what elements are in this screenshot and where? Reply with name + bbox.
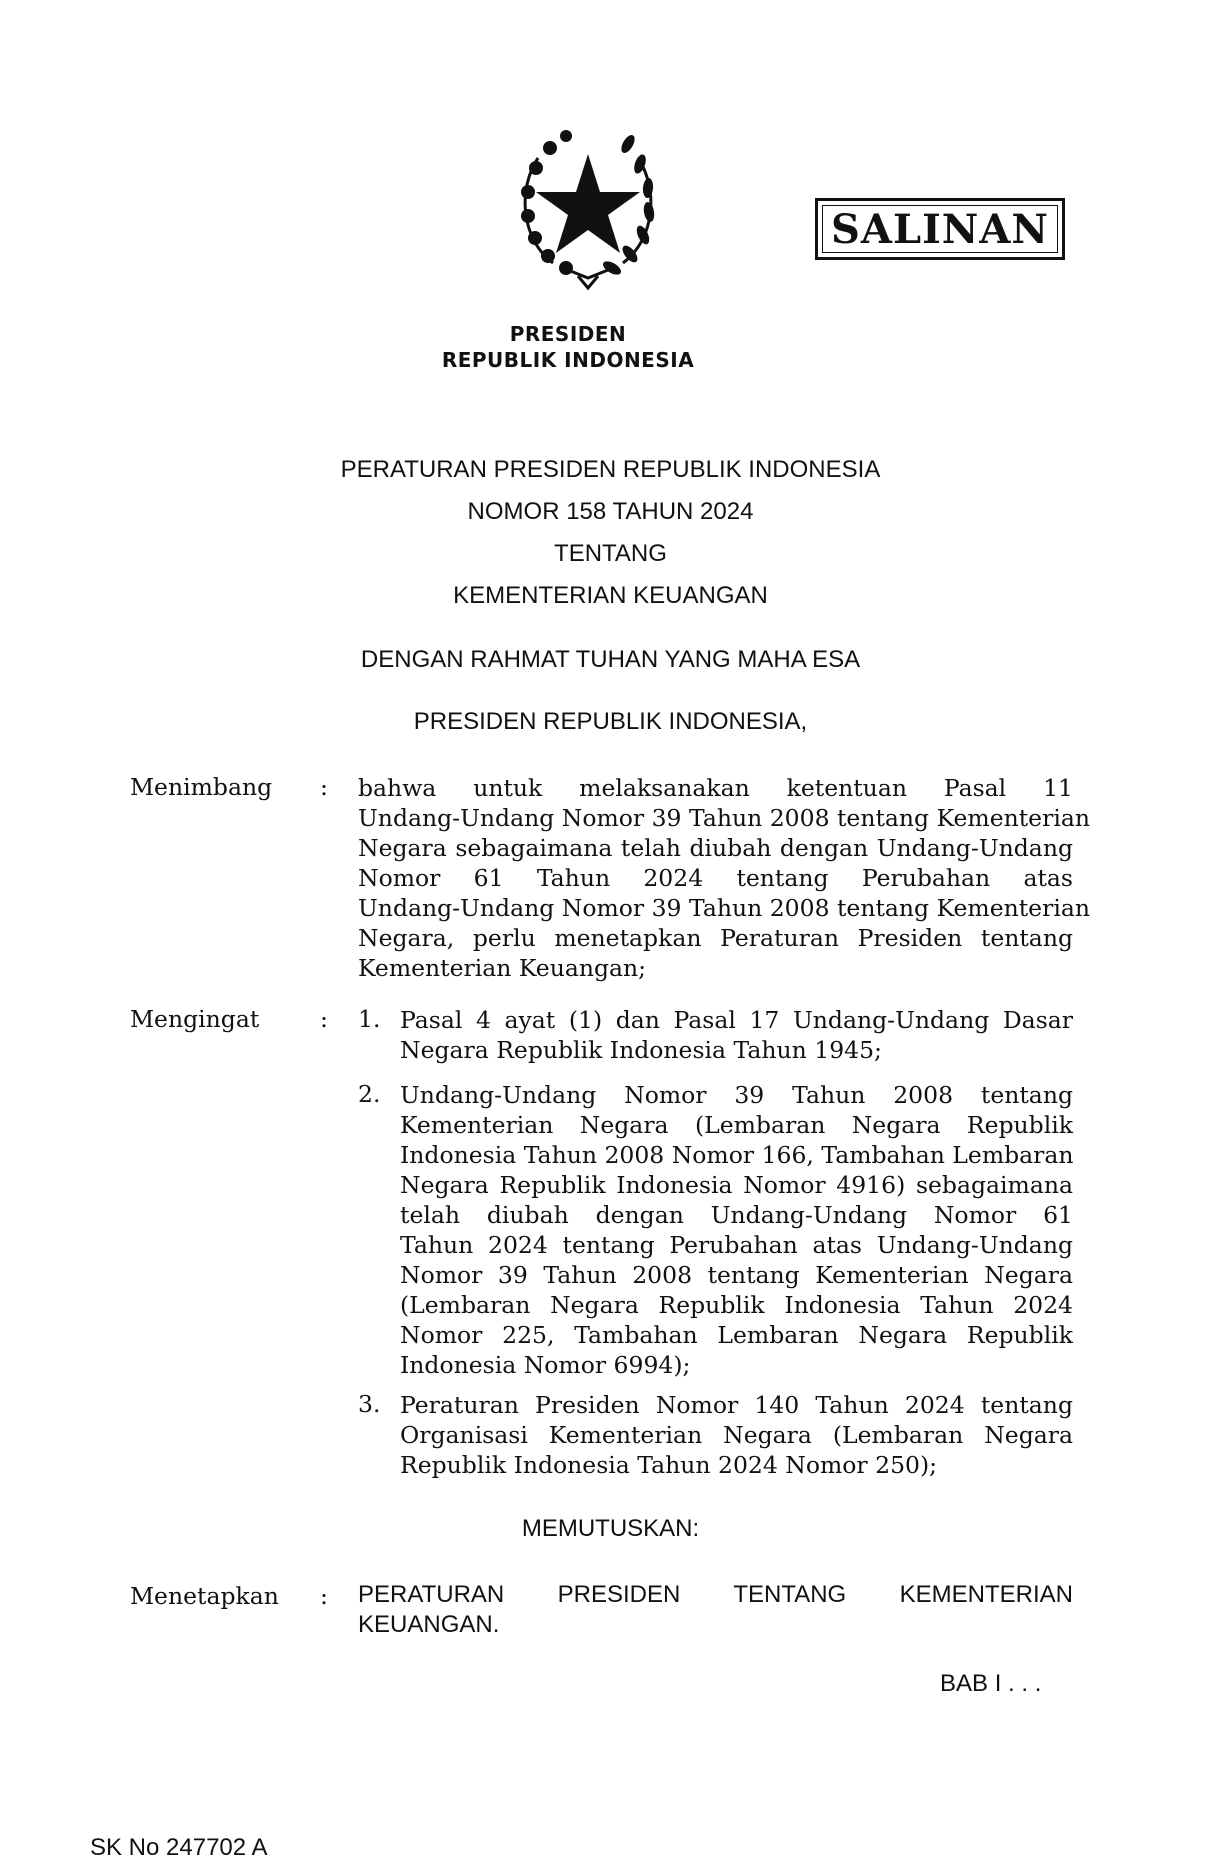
text-line: PERATURAN PRESIDEN TENTANG KEMENTERIAN [358, 1581, 1073, 1608]
text-line: Nomor 61 Tahun 2024 tentang Perubahan atas [358, 864, 1073, 892]
text-line: Negara, perlu menetapkan Peraturan Presiden tentang [358, 924, 1073, 952]
regulation-subject: KEMENTERIAN KEUANGAN [453, 582, 768, 609]
text-line: Indonesia Nomor 6994); [400, 1351, 691, 1379]
menetapkan-colon: : [320, 1582, 328, 1610]
footer-serial: SK No 247702 A [90, 1834, 268, 1861]
text-line: telah diubah dengan Undang-Undang Nomor 61 [400, 1201, 1073, 1229]
menimbang-label: Menimbang [130, 773, 273, 801]
text-line: Indonesia Tahun 2008 Nomor 166, Tambahan Lembaran [400, 1141, 1074, 1169]
mengingat-item-2 [400, 1080, 1073, 1380]
list-number: 2. [358, 1080, 381, 1108]
text-line: Undang-Undang Nomor 39 Tahun 2008 tentang Kementerian [358, 894, 1090, 922]
text-line: Organisasi Kementerian Negara (Lembaran Negara [400, 1421, 1073, 1449]
text-line: KEUANGAN. [358, 1611, 500, 1638]
text-line: Nomor 39 Tahun 2008 tentang Kementerian Negara [400, 1261, 1073, 1289]
memutuskan-heading: MEMUTUSKAN: [521, 1515, 700, 1542]
text-line: Tahun 2024 tentang Perubahan atas Undang-Undang [400, 1231, 1073, 1259]
text-line: bahwa untuk melaksanakan ketentuan Pasal 11 [358, 774, 1073, 802]
menetapkan-label: Menetapkan [130, 1582, 279, 1610]
president-line: PRESIDEN REPUBLIK INDONESIA, [413, 708, 808, 735]
text-line: Kementerian Keuangan; [358, 954, 647, 982]
text-line: Nomor 225, Tambahan Lembaran Negara Republik [400, 1321, 1073, 1349]
regulation-tentang: TENTANG [554, 540, 667, 567]
garuda-emblem-icon [508, 118, 668, 296]
salinan-text: SALINAN [831, 205, 1049, 253]
text-line: Negara Republik Indonesia Tahun 1945; [400, 1036, 882, 1064]
text-line: Negara Republik Indonesia Nomor 4916) sebagaimana [400, 1171, 1073, 1199]
regulation-title: PERATURAN PRESIDEN REPUBLIK INDONESIA [340, 456, 881, 483]
list-number: 1. [358, 1005, 381, 1033]
text-line: Undang-Undang Nomor 39 Tahun 2008 tentang [400, 1081, 1073, 1109]
menimbang-text [358, 773, 1090, 983]
continuation-marker: BAB I . . . [940, 1670, 1042, 1697]
text-line: Pasal 4 ayat (1) dan Pasal 17 Undang-Undang Dasar [400, 1006, 1073, 1034]
text-line: (Lembaran Negara Republik Indonesia Tahun 2024 [400, 1291, 1073, 1319]
mengingat-item-3 [400, 1390, 1073, 1480]
text-line: Kementerian Negara (Lembaran Negara Republik [400, 1111, 1073, 1139]
preamble-line: DENGAN RAHMAT TUHAN YANG MAHA ESA [360, 646, 861, 673]
salinan-stamp [815, 198, 1065, 260]
issuer-line2: REPUBLIK INDONESIA [441, 348, 695, 372]
list-number: 3. [358, 1390, 381, 1418]
text-line: Negara sebagaimana telah diubah dengan Undang-Undang [358, 834, 1073, 862]
issuer-line1: PRESIDEN [509, 322, 627, 346]
mengingat-item-1 [400, 1005, 1073, 1065]
issuer-title [408, 322, 728, 372]
text-line: Republik Indonesia Tahun 2024 Nomor 250); [400, 1451, 938, 1479]
text-line: Undang-Undang Nomor 39 Tahun 2008 tentang Kementerian [358, 804, 1090, 832]
mengingat-label: Mengingat [130, 1005, 260, 1033]
regulation-number: NOMOR 158 TAHUN 2024 [467, 498, 754, 525]
menetapkan-text [358, 1580, 1073, 1640]
mengingat-colon: : [320, 1005, 328, 1033]
text-line: Peraturan Presiden Nomor 140 Tahun 2024 tentang [400, 1391, 1073, 1419]
menimbang-colon: : [320, 773, 328, 801]
